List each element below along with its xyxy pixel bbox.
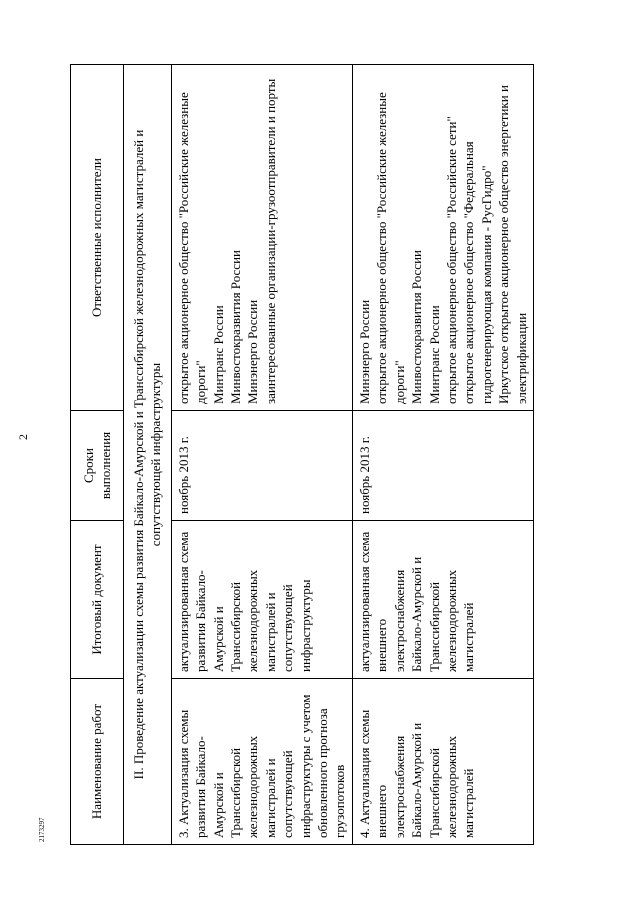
executor-item: заинтересованные организации-грузоотправители и порты: [262, 78, 278, 404]
header-work-name: Наименование работ: [71, 679, 124, 845]
executor-item: открытое акционерное общество "Российские сети": [443, 116, 459, 404]
executor-item: Минэнерго России: [245, 299, 261, 404]
final-document-cell: актуализированная схема внешнего электроснабжения Байкало-Амурской и Транссибирской железнодорожных магистралей: [352, 521, 533, 679]
work-name-cell: 3. Актуализация схемы развития Байкало-Амурской и Транссибирской железнодорожных магистралей и сопутствующей инфраструктуры с учетом обновленного прогноза грузопотоков: [171, 679, 352, 845]
header-final-document: Итоговый документ: [71, 521, 124, 679]
document-id: 2173297: [38, 817, 46, 842]
executor-item: Иркутское открытое акционерное общество энергетики и электрификации: [496, 85, 529, 404]
executor-item: открытое акционерное общество "Российские железные дороги": [175, 92, 209, 404]
executor-item: Минэнерго России: [356, 299, 372, 404]
deadline-cell: ноябрь 2013 г.: [171, 411, 352, 521]
header-deadline: Сроки выполнения: [71, 411, 124, 521]
executors-cell: [171, 65, 352, 411]
work-plan-table: [70, 64, 534, 845]
executor-item: Минтранс России: [426, 305, 442, 404]
table-header-row: [71, 65, 124, 845]
executor-item: Минвостокразвития России: [409, 250, 425, 404]
executor-item: открытое акционерное общество "Российские железные дороги": [374, 92, 407, 404]
final-document-cell: актуализированная схема развития Байкало-Амурской и Транссибирской железнодорожных магистралей и сопутствующей инфраструктуры: [171, 521, 352, 679]
rotated-table-container: [70, 65, 630, 845]
table-row: [352, 65, 533, 845]
section-row: [124, 65, 172, 845]
section-title: II. Проведение актуализации схемы развития Байкало-Амурской и Транссибирской железнодорожных магистралей и сопутствующей инфраструктуры: [124, 65, 172, 845]
work-name-cell: 4. Актуализация схемы внешнего электроснабжения Байкало-Амурской и Транссибирской железнодорожных магистралей: [352, 679, 533, 845]
page-number: 2: [16, 434, 30, 440]
executor-item: Минвостокразвития России: [228, 250, 244, 404]
table-row: [171, 65, 352, 845]
executor-item: открытое акционерное общество "Федеральная гидрогенерирующая компания - РусГидро": [461, 141, 494, 404]
deadline-cell: ноябрь 2013 г.: [352, 411, 533, 521]
executor-item: Минтранс России: [210, 305, 226, 404]
header-executors: Ответственные исполнители: [71, 65, 124, 411]
executors-cell: [352, 65, 533, 411]
